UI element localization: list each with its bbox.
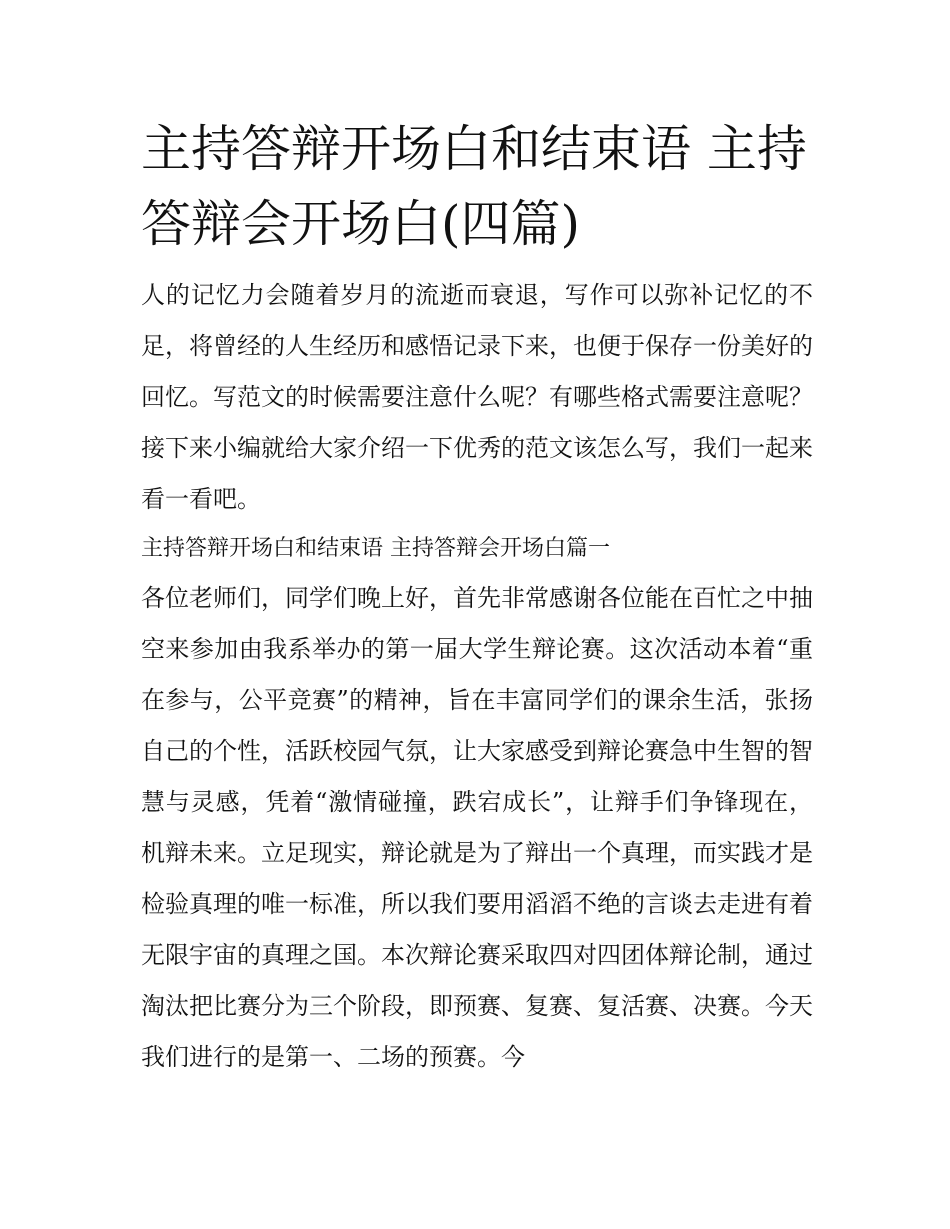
body-section (141, 573, 813, 1083)
document-content (141, 112, 813, 1083)
section-heading: 主持答辩开场白和结束语 主持答辩会开场白篇一 (141, 536, 610, 561)
intro-paragraph: 人的记忆力会随着岁月的流逝而衰退，写作可以弥补记忆的不足，将曾经的人生经历和感悟记录下来，也便于保存一份美好的回忆。写范文的时候需要注意什么呢？有哪些格式需要注意呢？接下来小编就给大家介绍一下优秀的范文该怎么写，我们一起来看一看吧。 (141, 281, 813, 513)
document-title: 主持答辩开场白和结束语 主持答辩会开场白(四篇) (141, 120, 807, 253)
intro-section (141, 270, 813, 525)
body-paragraph: 各位老师们，同学们晚上好，首先非常感谢各位能在百忙之中抽空来参加由我系举办的第一届大学生辩论赛。这次活动本着“重在参与，公平竞赛”的精神，旨在丰富同学们的课余生活，张扬自己的个性，活跃校园气氛，让大家感受到辩论赛急中生智的智慧与灵感，凭着“激情碰撞，跌宕成长”，让辩手们争锋现在，机辩未来。立足现实，辩论就是为了辩出一个真理，而实践才是检验真理的唯一标准，所以我们要用滔滔不绝的言谈去走进有着无限宇宙的真理之国。本次辩论赛采取四对四团体辩论制，通过淘汰把比赛分为三个阶段，即预赛、复赛、复活赛、决赛。今天我们进行的是第一、二场的预赛。今 (141, 584, 813, 1071)
